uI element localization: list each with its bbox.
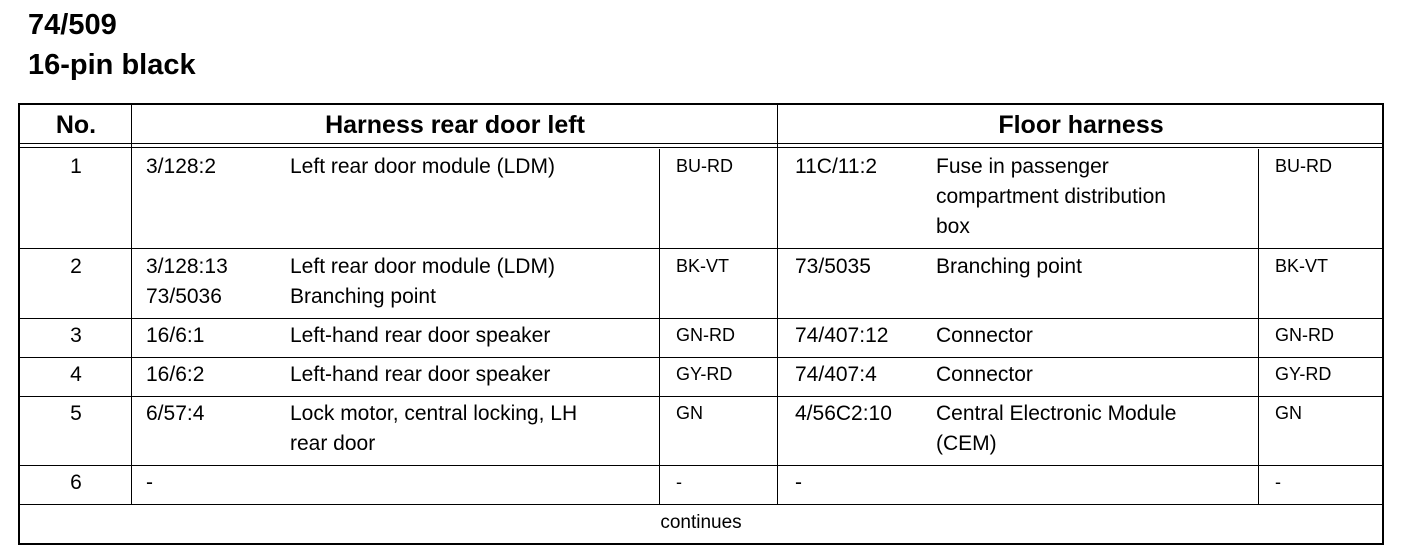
row-5-no: 5 — [70, 402, 82, 425]
row-2-left-desc — [290, 252, 555, 312]
row-3-right-desc — [936, 321, 1033, 351]
row-1-right-desc — [936, 152, 1166, 242]
row-1-left-color: BU-RD — [676, 156, 733, 176]
row-rule-2 — [20, 318, 1384, 319]
row-2-left-color: BK-VT — [676, 256, 730, 276]
row-5-right-ref — [795, 399, 892, 429]
cell-line: compartment distribution — [936, 185, 1166, 208]
row-4-left-desc — [290, 360, 550, 390]
cell-line: 16/6:2 — [146, 363, 205, 386]
cell-line: box — [936, 215, 970, 238]
cell-line: 74/407:12 — [795, 324, 889, 347]
row-5-right-desc — [936, 399, 1176, 459]
row-4-left-ref — [146, 360, 204, 390]
cell-line: Connector — [936, 324, 1033, 347]
cell-line: Branching point — [936, 255, 1082, 278]
cell-line: 74/407:4 — [795, 363, 877, 386]
row-rule-5 — [20, 465, 1384, 466]
header-no: No. — [55, 110, 97, 139]
row-2-no: 2 — [70, 255, 82, 278]
row-6-left-ref — [146, 468, 153, 498]
row-1-right-ref — [795, 152, 877, 182]
cell-line: Left rear door module (LDM) — [290, 255, 555, 278]
row-4-right-ref — [795, 360, 877, 390]
row-5-left-desc — [290, 399, 577, 459]
row-4-no: 4 — [70, 363, 82, 386]
row-1-left-desc — [290, 152, 555, 182]
row-5-right-color: GN — [1275, 403, 1302, 423]
row-2-right-desc — [936, 252, 1082, 282]
row-rule-4 — [20, 396, 1384, 397]
row-4-right-desc — [936, 360, 1033, 390]
row-5-left-color: GN — [676, 403, 703, 423]
cell-line: 3/128:2 — [146, 155, 217, 178]
row-1-left-ref — [146, 152, 216, 182]
row-3-no: 3 — [70, 324, 82, 347]
cell-line: 73/5036 — [146, 285, 222, 308]
cell-line: Left-hand rear door speaker — [290, 363, 551, 386]
row-rule-6 — [20, 504, 1384, 505]
column-rule-middle — [777, 105, 778, 505]
header-harness-rear-door-left: Harness rear door left — [325, 110, 585, 139]
row-2-right-color: BK-VT — [1275, 256, 1329, 276]
cell-line: Fuse in passenger — [936, 155, 1109, 178]
cell-line: 73/5035 — [795, 255, 871, 278]
row-3-right-ref — [795, 321, 888, 351]
row-6-left-color: - — [676, 472, 682, 492]
row-3-left-ref — [146, 321, 204, 351]
cell-line: Branching point — [290, 285, 436, 308]
header-rule-bottom — [20, 147, 1384, 148]
continues-note: continues — [660, 512, 742, 533]
row-4-right-color: GY-RD — [1275, 364, 1332, 384]
row-6-no: 6 — [70, 471, 82, 494]
pin-assignment-table — [18, 103, 1384, 545]
row-3-right-color: GN-RD — [1275, 325, 1334, 345]
cell-line: 16/6:1 — [146, 324, 205, 347]
cell-line: Central Electronic Module — [936, 402, 1177, 425]
row-rule-3 — [20, 357, 1384, 358]
connector-description-title: 16-pin black — [28, 49, 196, 81]
row-4-left-color: GY-RD — [676, 364, 733, 384]
row-2-left-ref — [146, 252, 228, 312]
row-1-right-color: BU-RD — [1275, 156, 1332, 176]
row-5-left-ref — [146, 399, 204, 429]
header-rule-top — [20, 143, 1384, 144]
cell-line: Left-hand rear door speaker — [290, 324, 551, 347]
cell-line: Lock motor, central locking, LH — [290, 402, 578, 425]
cell-line: Left rear door module (LDM) — [290, 155, 555, 178]
row-6-right-ref — [795, 468, 802, 498]
cell-line: 11C/11:2 — [795, 155, 878, 178]
column-rule-right-color — [1258, 149, 1259, 505]
row-rule-1 — [20, 248, 1384, 249]
cell-line: - — [146, 471, 153, 494]
cell-line: - — [795, 471, 802, 494]
cell-line: 3/128:13 — [146, 255, 228, 278]
cell-line: 4/56C2:10 — [795, 402, 892, 425]
row-3-left-color: GN-RD — [676, 325, 735, 345]
cell-line: rear door — [290, 432, 376, 455]
cell-line: Connector — [936, 363, 1033, 386]
row-3-left-desc — [290, 321, 550, 351]
row-2-right-ref — [795, 252, 871, 282]
cell-line: 6/57:4 — [146, 402, 205, 425]
column-rule-left-color — [659, 149, 660, 505]
cell-line: (CEM) — [936, 432, 997, 455]
connector-id-title: 74/509 — [28, 9, 117, 41]
header-floor-harness: Floor harness — [998, 110, 1164, 139]
row-1-no: 1 — [70, 155, 82, 178]
row-6-right-color: - — [1275, 472, 1281, 492]
